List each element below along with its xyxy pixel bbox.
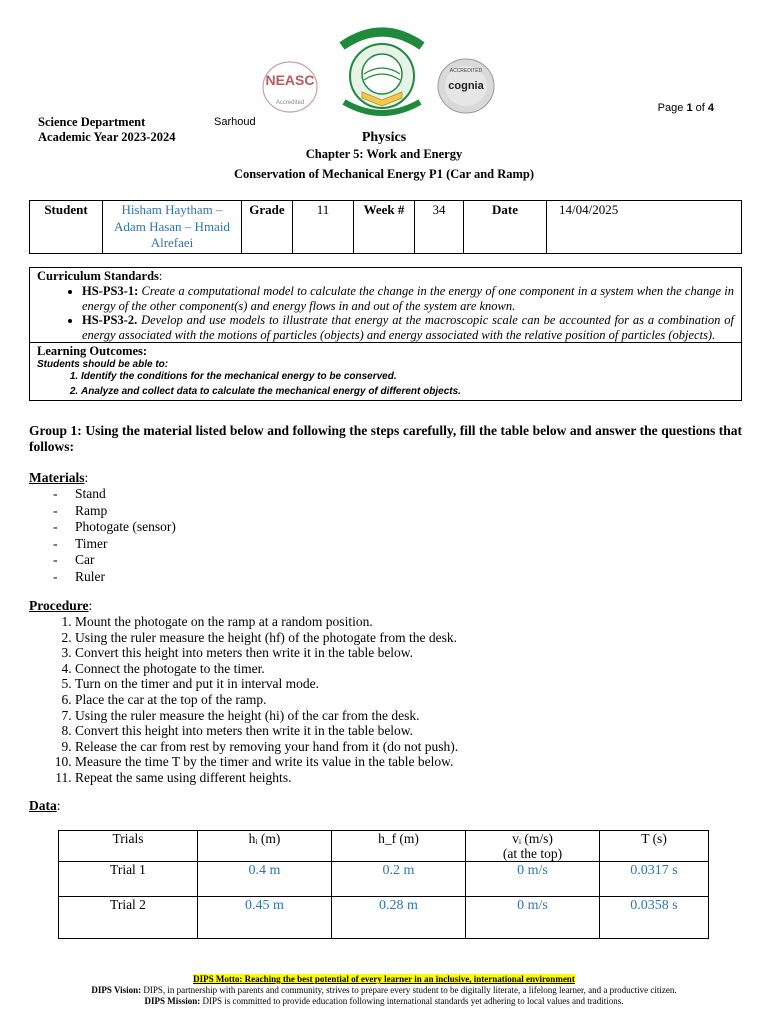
neasc-logo (261, 60, 319, 114)
material-item: - Photogate (sensor) (53, 519, 176, 534)
procedure-step: 6. Place the car at the top of the ramp. (75, 692, 458, 708)
subject-title: Physics (361, 130, 407, 145)
procedure-list (29, 614, 458, 786)
procedure-step: 3. Convert this height into meters then write it in the table below. (75, 645, 458, 661)
vi-cell: 0 m/s (466, 897, 600, 939)
procedure-step: 2. Using the ruler measure the height (hf) of the photogate from the desk. (75, 630, 458, 646)
materials-list (29, 486, 176, 585)
data-heading: Data (29, 798, 57, 813)
procedure-step: 7. Using the ruler measure the height (hi) of the car from the desk. (75, 708, 458, 724)
week-value: 34 (415, 201, 464, 254)
stray-text: Sarhoud (214, 116, 256, 128)
outcome-item: 2. Analyze and collect data to calculate the mechanical energy of different objects. (81, 385, 734, 400)
procedure-section: Procedure: 1. Mount the photogate on the ramp at a random position. 2. Using the ruler measure the height (hf) of the photogate from the desk. 3. Convert this height into meters then write it in the table below. 4. Connect the photogate to the timer. 5. Turn on the timer and put it in interval mode. 6. Place the car at the top of the ramp. 7. Using the ruler measure the height (hi) of the car from the desk. 8. Convert this height into meters then write it in the table below. 9. Release the car from rest by removing your hand from it (do not push). 10. Measure the time T by the timer and write its value in the table below. 11. Repeat the same using different heights. (29, 598, 458, 786)
t-cell: 0.0317 s (600, 862, 709, 897)
standard-item: • HS-PS3-1: Create a computational model to calculate the change in the energy of one component in a system when the change in energy of the other component(s) and energy flows in and out of the system are known. (82, 284, 734, 313)
vi-cell: 0 m/s (466, 862, 600, 897)
trial-cell: Trial 2 (59, 897, 198, 939)
student-name: Hisham Haytham – Adam Hasan – Hmaid Alrefaei (103, 201, 242, 254)
learning-outcomes (30, 342, 741, 400)
material-item: - Ruler (53, 568, 105, 584)
grade-value: 11 (293, 201, 354, 254)
footer (0, 974, 768, 1007)
col-header-hf: h_f (m) (332, 831, 466, 862)
table-row (59, 862, 709, 897)
col-header-vi: vᵢ (m/s) (at the top) (466, 831, 600, 862)
chapter-title: Chapter 5: Work and Energy (305, 147, 463, 161)
standards-list (37, 284, 734, 342)
department: Science Department (38, 115, 146, 129)
procedure-step: 4. Connect the photogate to the timer. (75, 661, 458, 677)
outcomes-heading: Learning Outcomes: (37, 344, 148, 358)
trial-cell: Trial 1 (59, 862, 198, 897)
outcomes-list (37, 370, 734, 399)
academic-year: Academic Year 2023-2024 (38, 130, 176, 144)
procedure-step: 10. Measure the time T by the timer and write its value in the table below. (75, 754, 458, 770)
materials-section: Materials: - Stand - Ramp - Photogate (sensor) - Timer - Car - Ruler (29, 470, 176, 584)
outcomes-intro: Students should be able to: (37, 359, 169, 370)
cognia-accredited: ACCREDITED (449, 68, 483, 74)
material-item: - Ramp (53, 502, 108, 518)
date-label: Date (464, 201, 547, 254)
col-header-trials: Trials (59, 831, 198, 862)
grade-label: Grade (242, 201, 293, 254)
data-table (58, 830, 709, 939)
table-row (59, 897, 709, 939)
material-item: - Stand (53, 486, 106, 501)
procedure-step: 11. Repeat the same using different heights. (75, 770, 458, 786)
hi-cell: 0.45 m (198, 897, 332, 939)
data-heading-line: Data: (29, 798, 61, 813)
hf-cell: 0.28 m (332, 897, 466, 939)
standard-item: • HS-PS3-2. Develop and use models to illustrate that energy at the macroscopic scale can be accounted for as a combination of energy associated with the motions of particles (objects) and energy associated with the relative position of particles (objects). (82, 313, 734, 342)
procedure-step: 9. Release the car from rest by removing your hand from it (do not push). (75, 739, 458, 755)
procedure-heading: Procedure (29, 598, 89, 613)
group-instruction: Group 1: Using the material listed below and following the steps carefully, fill the table below and answer the questions that follows: (29, 423, 742, 454)
neasc-accredited: Accredited (275, 100, 305, 106)
procedure-step: 1. Mount the photogate on the ramp at a random position. (75, 614, 458, 630)
hi-cell: 0.4 m (198, 862, 332, 897)
school-vision: DIPS Vision: DIPS, in partnership with parents and community, strives to prepare every student to be digitally literate, a lifelong learner, and a productive citizen. (91, 985, 677, 995)
school-motto: DIPS Motto: Reaching the best potential of every learner in an inclusive, international environment (193, 974, 575, 984)
procedure-step: 8. Convert this height into meters then write it in the table below. (75, 723, 458, 739)
material-item: - Timer (53, 535, 108, 551)
cognia-word: cognia (448, 80, 484, 92)
neasc-letters: NEASC (265, 72, 315, 88)
lesson-title: Conservation of Mechanical Energy P1 (Car and Ramp) (233, 167, 535, 181)
material-item: - Car (53, 552, 95, 567)
col-header-hi: hᵢ (m) (198, 831, 332, 862)
school-mission: DIPS Mission: DIPS is committed to provide education following international standards yet adhering to local values and traditions. (144, 996, 624, 1006)
school-crest-logo (332, 24, 432, 118)
hf-cell: 0.2 m (332, 862, 466, 897)
t-cell: 0.0358 s (600, 897, 709, 939)
col-header-t: T (s) (600, 831, 709, 862)
cognia-logo (436, 58, 496, 114)
materials-heading: Materials (29, 470, 85, 485)
curriculum-standards-box (29, 267, 742, 401)
procedure-step: 5. Turn on the timer and put it in interval mode. (75, 676, 458, 692)
week-label: Week # (354, 201, 415, 254)
page-number: Page 1 of 4 (657, 102, 714, 114)
student-label: Student (30, 201, 103, 254)
date-value: 14/04/2025 (547, 201, 742, 254)
standards-heading: Curriculum Standards: (37, 269, 163, 283)
student-info-table (29, 200, 742, 254)
outcome-item: 1. Identify the conditions for the mechanical energy to be conserved. (81, 370, 734, 385)
